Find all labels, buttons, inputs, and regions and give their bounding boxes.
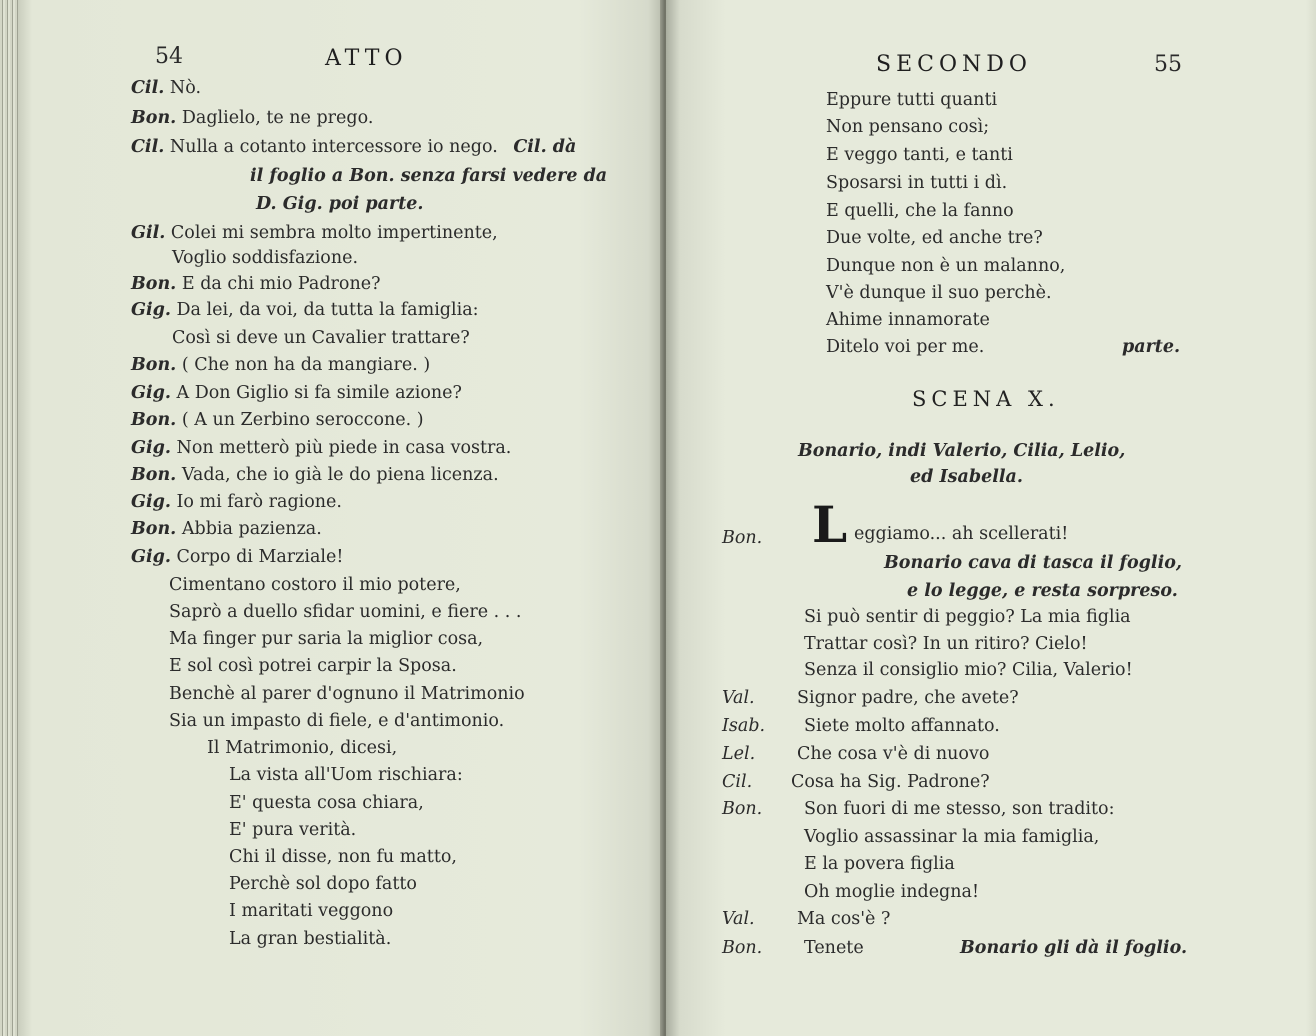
text-line: Bon. ( A un Zerbino seroccone. ) <box>131 410 424 430</box>
speaker: Val. <box>722 909 755 929</box>
text-line: Benchè al parer d'ognuno il Matrimonio <box>169 684 525 704</box>
text-line: Saprò a duello sfidar uomini, e fiere . . . <box>169 602 522 622</box>
text-line: Oh moglie indegna! <box>804 882 979 902</box>
stage-direction: D. Gig. poi parte. <box>256 194 424 214</box>
verse-line: Due volte, ed anche tre? <box>826 228 1043 248</box>
text-line: Gil. Colei mi sembra molto impertinente, <box>131 223 498 243</box>
text-line: Bon. E da chi mio Padrone? <box>131 274 381 294</box>
text-line: Senza il consiglio mio? Cilia, Valerio! <box>804 660 1133 680</box>
speaker: Lel. <box>722 744 756 764</box>
text-line: Cil. Nò. <box>131 78 202 98</box>
right-page-number: 55 <box>1154 52 1182 77</box>
right-running-head: SECONDO <box>876 52 1032 77</box>
text-line: E sol così potrei carpir la Sposa. <box>169 656 457 676</box>
text-line: Gig. Da lei, da voi, da tutta la famiglia: <box>131 300 479 320</box>
speaker: Bon. <box>131 108 177 128</box>
cast-list: Bonario, indi Valerio, Cilia, Lelio, <box>798 441 1126 461</box>
text-line: Si può sentir di peggio? La mia figlia <box>804 607 1131 627</box>
speaker: Bon. <box>722 528 763 548</box>
speaker: Gig. <box>131 438 171 458</box>
speaker: Gig. <box>131 492 171 512</box>
text-line: Sia un impasto di fiele, e d'antimonio. <box>169 711 505 731</box>
text-line: Chi il disse, non fu matto, <box>229 847 457 867</box>
right-page <box>666 0 1316 1036</box>
left-running-head: ATTO <box>325 46 408 71</box>
speaker: Val. <box>722 688 755 708</box>
text-line: Cil. Nulla a cotanto intercessore io nego. Cil. dà <box>131 137 577 157</box>
text-line: Che cosa v'è di nuovo <box>797 744 990 764</box>
text-line: E' pura verità. <box>229 820 357 840</box>
text-line: Gig. Non metterò più piede in casa vostra. <box>131 438 512 458</box>
text-line: Il Matrimonio, dicesi, <box>207 738 398 758</box>
stage-direction: e lo legge, e resta sorpreso. <box>907 581 1178 601</box>
text-line: E la povera figlia <box>804 854 955 874</box>
left-page-number: 54 <box>155 44 183 69</box>
text-line: Signor padre, che avete? <box>797 688 1019 708</box>
text-line: La vista all'Uom rischiara: <box>229 765 463 785</box>
cast-list: ed Isabella. <box>910 467 1023 487</box>
speaker: Isab. <box>722 716 766 736</box>
drop-cap: L <box>812 495 848 554</box>
text-line: Voglio soddisfazione. <box>172 248 359 268</box>
text-line: Bon. Daglielo, te ne prego. <box>131 108 374 128</box>
text-line: Gig. Corpo di Marziale! <box>131 547 344 567</box>
speaker: Bon. <box>131 465 177 485</box>
verse-line: V'è dunque il suo perchè. <box>826 283 1052 303</box>
speaker: Gil. <box>131 223 166 243</box>
speaker: Cil. <box>131 78 165 98</box>
exit-direction: parte. <box>1122 337 1181 357</box>
stage-direction: Bonario gli dà il foglio. <box>960 938 1188 958</box>
speaker: Gig. <box>131 383 171 403</box>
speaker: Bon. <box>131 274 177 294</box>
text-line: La gran bestialità. <box>229 929 392 949</box>
text-line: Gig. A Don Giglio si fa simile azione? <box>131 383 462 403</box>
stage-direction: Bonario cava di tasca il foglio, <box>884 553 1182 573</box>
text-line: Bon. Vada, che io già le do piena licenza. <box>131 465 499 485</box>
text-line: Bon. ( Che non ha da mangiare. ) <box>131 355 431 375</box>
speaker: Bon. <box>722 938 763 958</box>
speaker: Cil. <box>131 137 165 157</box>
speaker: Bon. <box>131 410 177 430</box>
verse-line: Ahime innamorate <box>826 310 990 330</box>
text-line: Tenete <box>804 938 864 958</box>
text-line: E' questa cosa chiara, <box>229 793 424 813</box>
text-line: Siete molto affannato. <box>804 716 1000 736</box>
text-line: Perchè sol dopo fatto <box>229 874 417 894</box>
stage-direction: Cil. dà <box>513 137 577 157</box>
text-line: Cosa ha Sig. Padrone? <box>791 772 990 792</box>
verse-line: Eppure tutti quanti <box>826 90 998 110</box>
speaker: Cil. <box>722 772 753 792</box>
speaker: Bon. <box>131 519 177 539</box>
speaker: Bon. <box>722 799 763 819</box>
stage-direction: il foglio a Bon. senza farsi vedere da <box>250 166 608 186</box>
scene-title: SCENA X. <box>912 387 1060 411</box>
speaker: Gig. <box>131 300 171 320</box>
text-line: eggiamo... ah scellerati! <box>854 524 1069 544</box>
text-line: Voglio assassinar la mia famiglia, <box>804 827 1100 847</box>
verse-line: E veggo tanti, e tanti <box>826 145 1013 165</box>
text-line: I maritati veggono <box>229 901 394 921</box>
text-line: Ma finger pur saria la miglior cosa, <box>169 629 484 649</box>
text-line: Gig. Io mi farò ragione. <box>131 492 342 512</box>
verse-line: Non pensano così; <box>826 117 990 137</box>
text-line: Ma cos'è ? <box>797 909 891 929</box>
verse-line: Dunque non è un malanno, <box>826 256 1066 276</box>
text-line: Trattar così? In un ritiro? Cielo! <box>804 634 1088 654</box>
left-page <box>18 0 663 1036</box>
verse-line: Sposarsi in tutti i dì. <box>826 173 1008 193</box>
speaker: Bon. <box>131 355 177 375</box>
text-line: Bon. Abbia pazienza. <box>131 519 322 539</box>
text-line: Così si deve un Cavalier trattare? <box>172 328 470 348</box>
text-line: Cimentano costoro il mio potere, <box>169 575 461 595</box>
text-line: Son fuori di me stesso, son tradito: <box>804 799 1115 819</box>
verse-line: Ditelo voi per me. <box>826 337 985 357</box>
speaker: Gig. <box>131 547 171 567</box>
verse-line: E quelli, che la fanno <box>826 201 1014 221</box>
